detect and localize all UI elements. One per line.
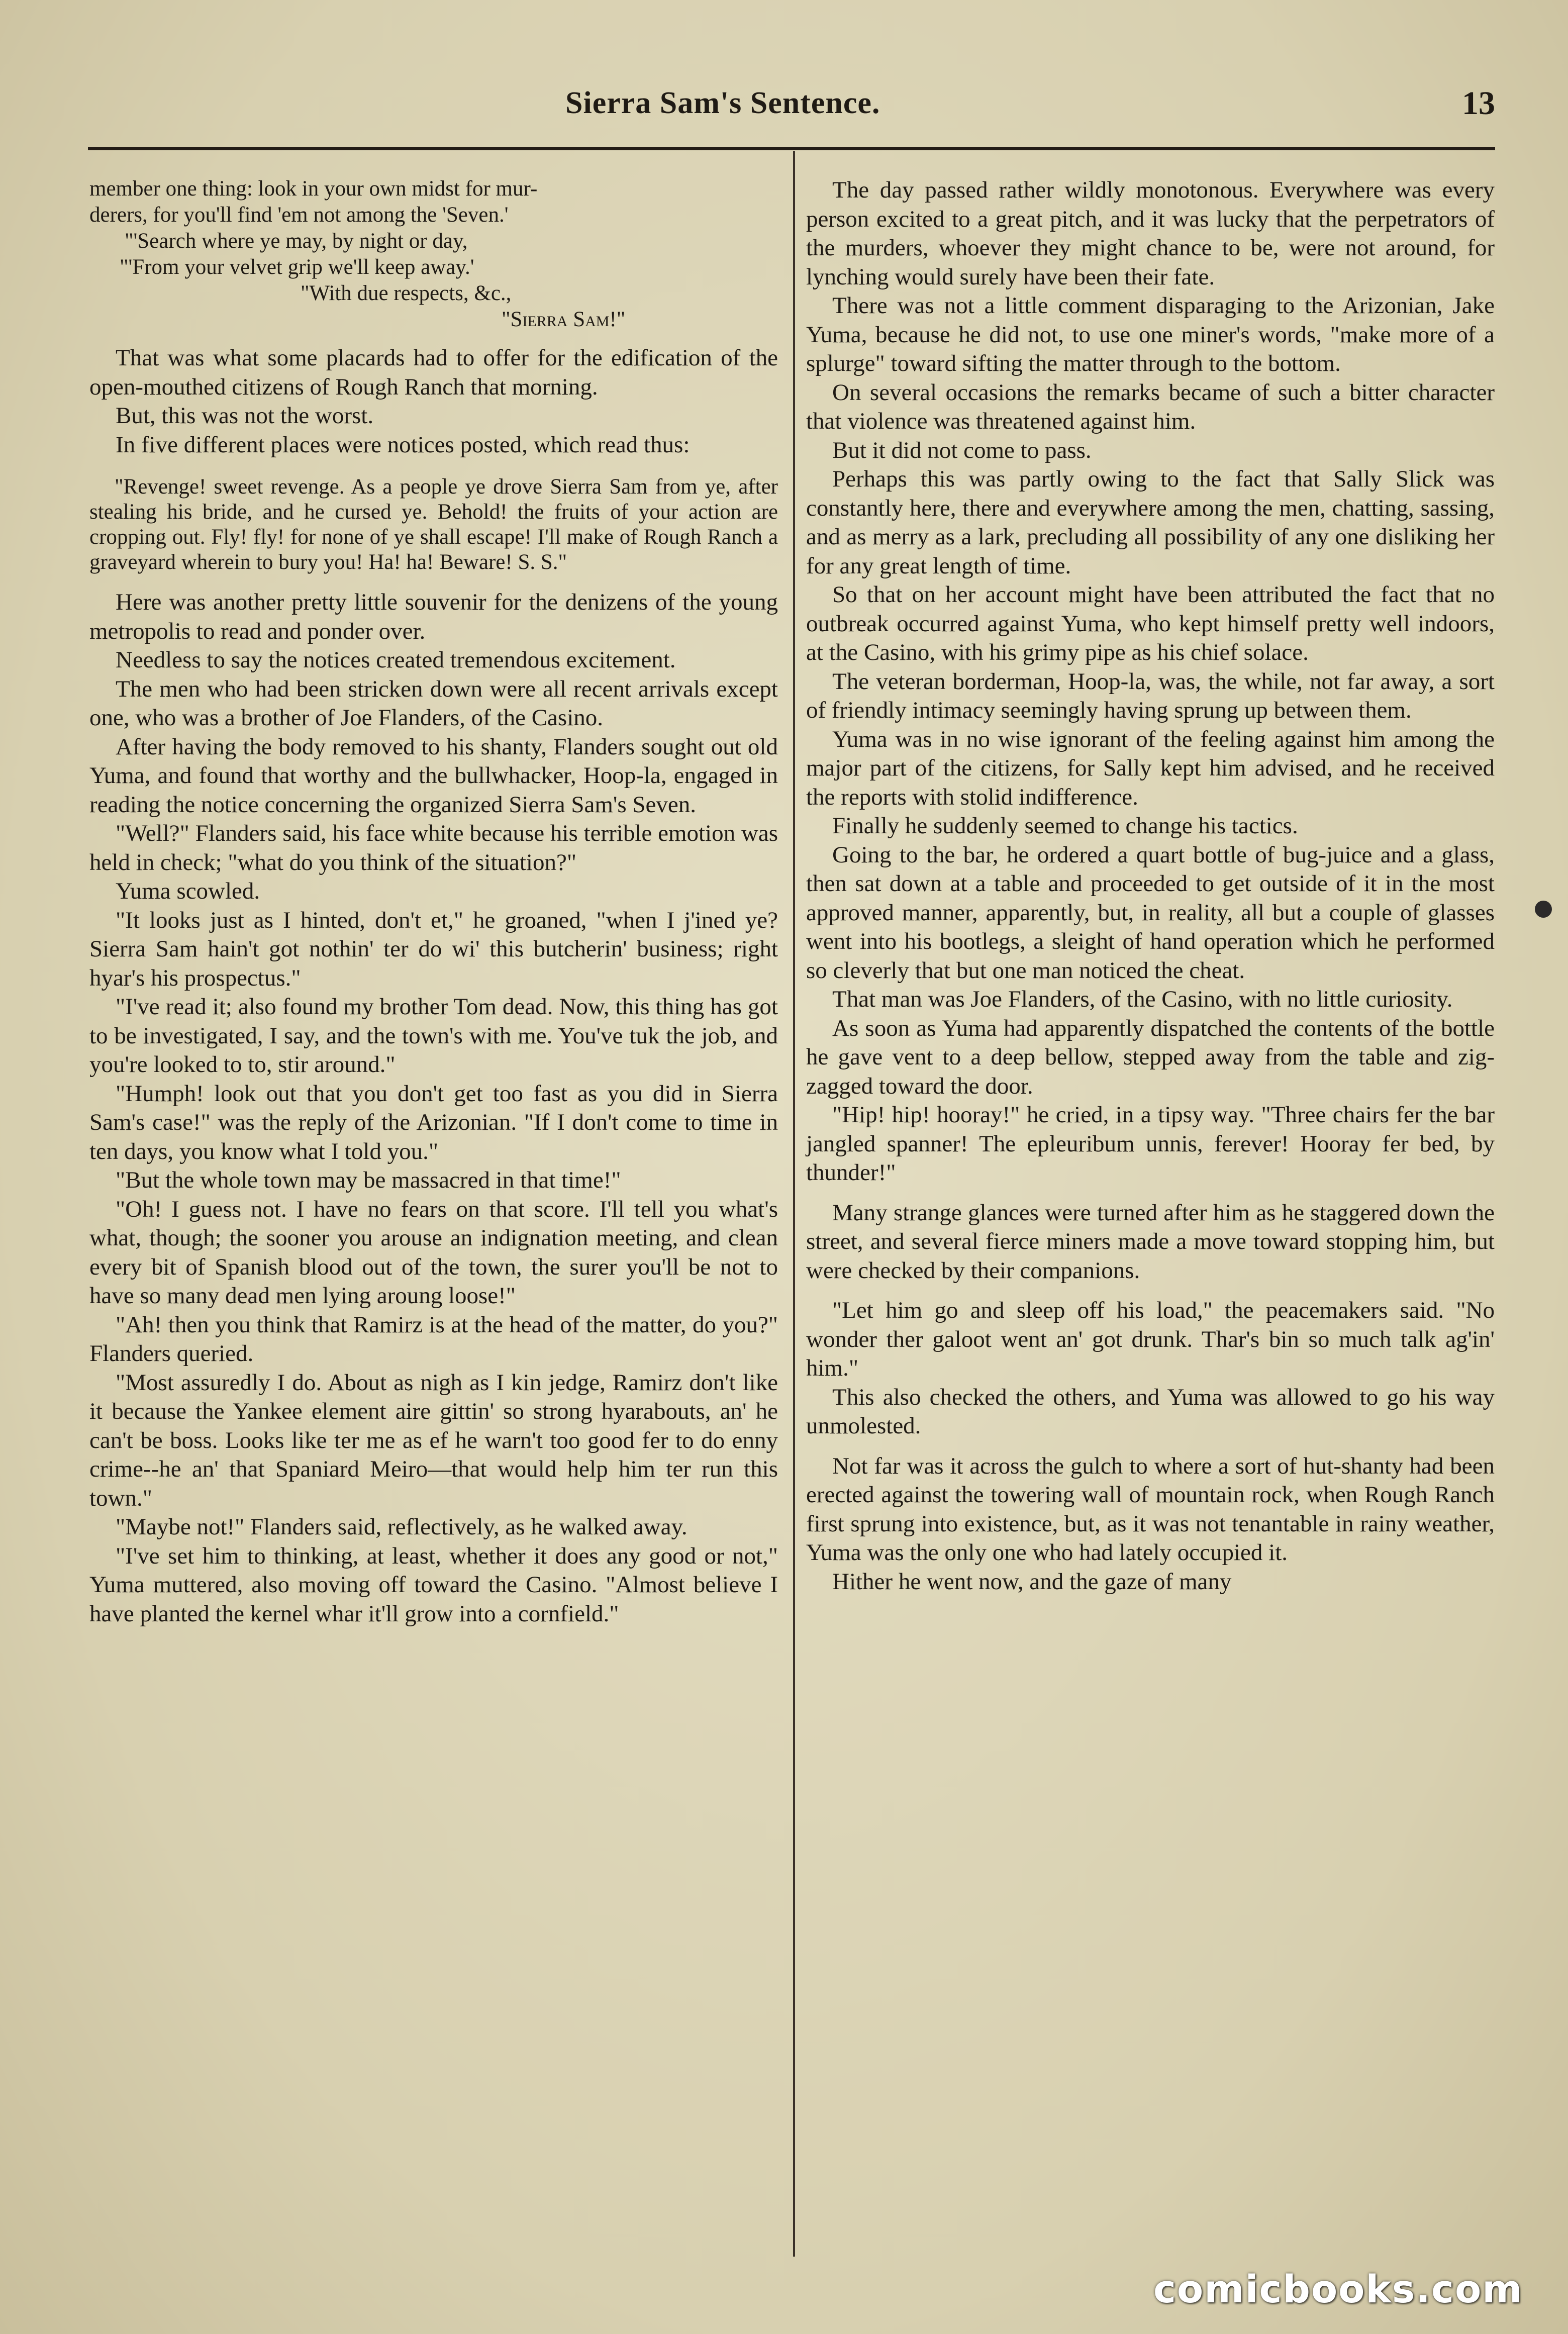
- paragraph: Not far was it across the gulch to where a sort of hut-shanty had been erected against the towering wall of mountain rock, when Rough Ranch first sprung into existence, but, as it was not tenantable in rainy weather, Yuma was the only one who had lately occupied it.: [806, 1452, 1495, 1566]
- paragraph: As soon as Yuma had apparently dispatched the contents of the bottle he gave vent to a deep bellow, stepped away from the table and zig-zagged toward the door.: [806, 1015, 1495, 1099]
- paragraph: On several occasions the remarks became of such a bitter character that violence was threatened against him.: [806, 379, 1495, 434]
- notice-text: "Revenge! sweet revenge. As a people ye drove Sierra Sam from ye, after stealing his bride, and he cursed ye. Behold! the fruits of your action are cropping out. Fly! fly! for none of ye shall escape! I'll make of Rough Ranch a graveyard wherein to bury you! Ha! ha! Beware! S. S.": [89, 475, 778, 574]
- verse-line: "With due respects, &c.,: [301, 281, 512, 305]
- paragraph: "Ah! then you think that Ramirz is at the head of the matter, do you?" Flanders queried.: [89, 1311, 778, 1367]
- paragraph: "Oh! I guess not. I have no fears on that score. I'll tell you what's what, though; the sooner you arouse an indignation meeting, and clean every bit of Spanish blood out of the town, the surer you'll be not to have so many dead men lying aroung loose!": [89, 1196, 778, 1309]
- paragraph: "Well?" Flanders said, his face white because his terrible emotion was held in check; "what do you think of the situation?": [89, 820, 778, 876]
- paragraph: "Let him go and sleep off his load," the peacemakers said. "No wonder ther galoot went an' got drunk. Thar's bin so much talk ag'in' him.": [806, 1297, 1495, 1381]
- page-number: 13: [1462, 85, 1495, 122]
- revenge-notice: [89, 474, 778, 575]
- paragraph: In five different places were notices posted, which read thus:: [116, 431, 690, 458]
- paragraph: "I've set him to thinking, at least, whether it does any good or not," Yuma muttered, also moving off toward the Casino. "Almost believe I have planted the kernel whar it'll grow into a cornfield.": [89, 1542, 778, 1627]
- paragraph: Here was another pretty little souvenir for the denizens of the young metropolis to read and ponder over.: [89, 589, 778, 644]
- paragraph: The veteran borderman, Hoop-la, was, the while, not far away, a sort of friendly intimacy seemingly having sprung up between them.: [806, 668, 1495, 723]
- paragraph: Many strange glances were turned after him as he staggered down the street, and several fierce miners made a move toward stopping him, but were checked by their companions.: [806, 1199, 1495, 1284]
- running-title: Sierra Sam's Sentence.: [565, 86, 880, 120]
- page-header: [88, 75, 1495, 136]
- paragraph: The day passed rather wildly monotonous. Everywhere was every person excited to a great pitch, and it was lucky that the perpetrators of the murders, whoever they might chance to be, were not around, for lynching would surely have been their fate.: [806, 177, 1495, 290]
- verse-line: member one thing: look in your own midst for mur-: [89, 177, 538, 201]
- paragraph: There was not a little comment disparaging to the Arizonian, Jake Yuma, because he did not, to use one miner's words, "make more of a splurge" toward sifting the matter through to the bottom.: [806, 293, 1495, 376]
- site-watermark: comicbooks.com: [1153, 2267, 1523, 2311]
- placard-verse: [89, 176, 778, 333]
- paragraph: So that on her account might have been attributed the fact that no outbreak occurred against Yuma, who kept himself pretty well indoors, at the Casino, with his grimy pipe as his chief solace.: [806, 581, 1495, 665]
- verse-line: "'From your velvet grip we'll keep away.': [120, 255, 474, 279]
- verse-line: derers, for you'll find 'em not among the 'Seven.': [89, 203, 509, 227]
- paragraph: Hither he went now, and the gaze of many: [832, 1568, 1232, 1595]
- paragraph: "I've read it; also found my brother Tom dead. Now, this thing has got to be investigated, I say, and the town's with me. You've tuk the job, and you're looked to to, stir around.": [89, 994, 778, 1078]
- paragraph: Yuma scowled.: [116, 878, 260, 904]
- paragraph: Yuma was in no wise ignorant of the feeling against him among the major part of the citizens, for Sally kept him advised, and he received the reports with stolid indifference.: [806, 726, 1495, 810]
- verse-signature: "Sierra Sam!": [502, 308, 626, 331]
- paragraph: The men who had been stricken down were all recent arrivals except one, who was a brother of Joe Flanders, of the Casino.: [89, 675, 778, 731]
- paragraph: Going to the bar, he ordered a quart bottle of bug-juice and a glass, then sat down at a table and proceeded to get outside of it in the most approved manner, apparently, but, in reality, all but a couple of glasses went into his bootlegs, a sleight of hand operation which he performed so cleverly that but one man noticed the cheat.: [806, 841, 1495, 984]
- paragraph: But it did not come to pass.: [832, 437, 1092, 463]
- left-column: [89, 176, 778, 1628]
- paragraph: "Humph! look out that you don't get too fast as you did in Sierra Sam's case!" was the reply of the Arizonian. "If I don't come to time in ten days, you know what I told you.": [89, 1080, 778, 1164]
- verse-line: "'Search where ye may, by night or day,: [125, 229, 468, 253]
- paragraph: Perhaps this was partly owing to the fact that Sally Slick was constantly here, there and everywhere among the men, chatting, sassing, and as merry as a lark, precluding all possibility of any one disliking her for any great length of time.: [806, 466, 1495, 579]
- paragraph: That was what some placards had to offer for the edification of the open-mouthed citizens of Rough Ranch that morning.: [89, 345, 778, 400]
- paragraph: "Hip! hip! hooray!" he cried, in a tipsy way. "Three chairs fer the bar jangled spanner! The epleuribum unnis, ferever! Hooray fer bed, by thunder!": [806, 1102, 1495, 1186]
- paragraph: After having the body removed to his shanty, Flanders sought out old Yuma, and found that worthy and the bullwhacker, Hoop-la, engaged in reading the notice concerning the organized Sierra Sam's Seven.: [89, 733, 778, 818]
- paragraph: "Most assuredly I do. About as nigh as I kin jedge, Ramirz don't like it because the Yankee element aire gittin' so strong hyarabouts, an' he can't be boss. Looks like ter me as ef he warn't too good fer to do enny crime--he an' that Spaniard Meiro—that would help him ter run this town.": [89, 1369, 778, 1511]
- paragraph: But, this was not the worst.: [116, 403, 374, 429]
- right-column: [806, 176, 1495, 1596]
- paragraph: This also checked the others, and Yuma was allowed to go his way unmolested.: [806, 1384, 1495, 1439]
- paragraph: That man was Joe Flanders, of the Casino, with no little curiosity.: [832, 986, 1453, 1012]
- paragraph: "But the whole town may be massacred in that time!": [116, 1167, 621, 1193]
- paragraph: Needless to say the notices created tremendous excitement.: [116, 647, 676, 673]
- paragraph: Finally he suddenly seemed to change his tactics.: [832, 813, 1298, 839]
- paragraph: "It looks just as I hinted, don't et," he groaned, "when I j'ined ye? Sierra Sam hain't got nothin' ter do wi' this butcherin' business; right hyar's his prospectus.": [89, 907, 778, 991]
- binding-hole: [1535, 901, 1552, 918]
- header-rule: [88, 147, 1495, 150]
- column-divider: [793, 151, 795, 2257]
- paragraph: "Maybe not!" Flanders said, reflectively, as he walked away.: [116, 1514, 688, 1540]
